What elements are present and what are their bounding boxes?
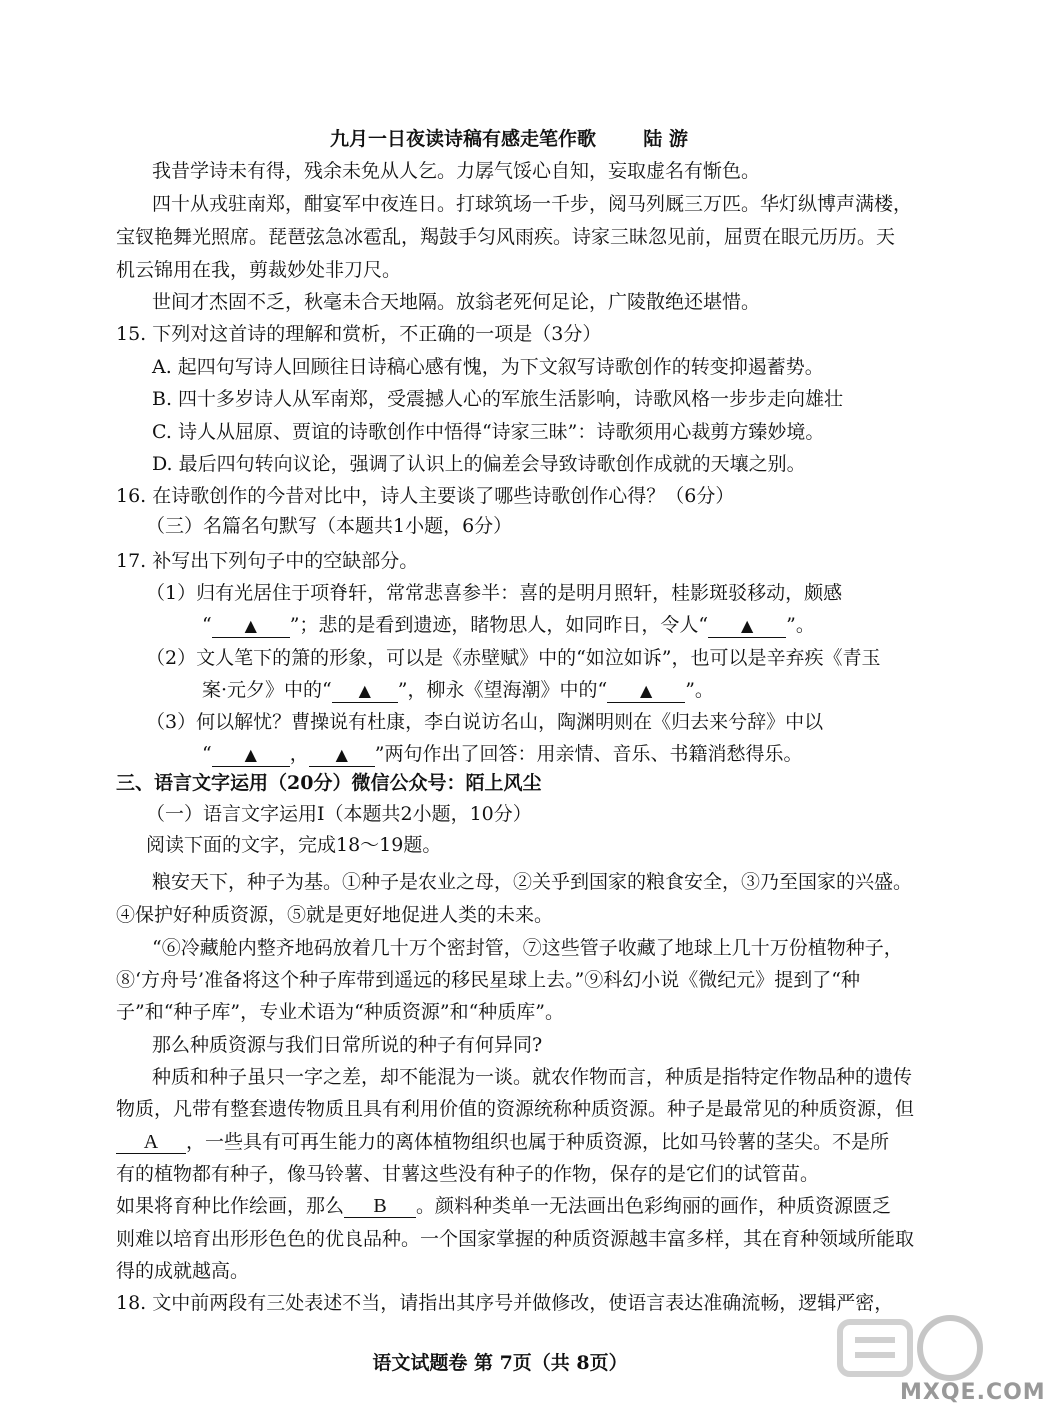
q17-item2-start: 案·元夕》中的“ [202, 679, 332, 701]
blank-a[interactable] [116, 1131, 186, 1154]
blank-marker: ▲ [640, 681, 653, 700]
section-header-mingpian: （三）名篇名句默写（本题共1小题，6分） [146, 515, 513, 537]
passage-line: 子”和“种子库”，专业术语为“种质资源”和“种质库”。 [116, 1001, 564, 1023]
blank-marker: ▲ [244, 745, 257, 764]
option-d: D. 最后四句转向议论，强调了认识上的偏差会导致诗歌创作成就的天壤之别。 [152, 453, 806, 475]
q17-item3-end: ”两句作出了回答：用亲情、音乐、书籍消愁得乐。 [374, 743, 803, 765]
passage-text: 。颜料种类单一无法画出色彩绚丽的画作，种质资源匮乏 [416, 1195, 892, 1217]
poem-title-text: 九月一日夜读诗稿有感走笔作歌 [330, 128, 597, 150]
poem-line: 四十从戎驻南郑，酣宴军中夜连日。打球筑场一千步，阅马列厩三万匹。华灯纵博声满楼， [152, 193, 913, 215]
passage-line: ④保护好种质资源，⑤就是更好地促进人类的未来。 [116, 904, 554, 926]
blank-marker: ▲ [741, 616, 754, 635]
q17-item2-end: ”。 [685, 679, 714, 701]
q17-item2-line2 [202, 677, 714, 703]
answer-blank[interactable] [309, 743, 375, 767]
passage-line: 物质，凡带有整套遗传物质且具有利用价值的资源统称种质资源。种子是最常见的种质资源，但 [116, 1098, 915, 1120]
part3-header: 三、语言文字运用（20分）微信公众号：陌上风尘 [116, 772, 542, 794]
quote-open: “ [202, 743, 212, 765]
reading-instruction: 阅读下面的文字，完成18～19题。 [146, 834, 442, 856]
passage-line [116, 1129, 889, 1155]
answer-blank[interactable] [332, 679, 398, 703]
poem-author: 陆 游 [643, 128, 688, 150]
q17-item1-line2 [202, 612, 815, 638]
passage-line: 那么种质资源与我们日常所说的种子有何异同? [152, 1034, 543, 1056]
answer-blank[interactable] [708, 614, 786, 638]
answer-blank[interactable] [212, 743, 290, 767]
page-footer: 语文试题卷 第 7页（共 8页） [372, 1352, 628, 1374]
option-b: B. 四十多岁诗人从军南郑，受震撼人心的军旅生活影响，诗歌风格一步步走向雄壮 [152, 388, 844, 410]
answer-blank[interactable] [607, 679, 685, 703]
poem-title [330, 126, 688, 152]
q17-item3-line1: （3）何以解忧？曹操说有杜康，李白说访名山，陶渊明则在《归去来兮辞》中以 [146, 711, 824, 733]
question-18: 18. 文中前两段有三处表述不当，请指出其序号并做修改，使语言表达准确流畅，逻辑严密， [116, 1292, 894, 1314]
passage-line: 种质和种子虽只一字之差，却不能混为一谈。就农作物而言，种质是指特定作物品种的遗传 [152, 1066, 913, 1088]
q17-item2-line1: （2）文人笔下的箫的形象，可以是《赤壁赋》中的“如泣如诉”，也可以是辛弃疾《青玉 [146, 647, 881, 669]
q17-item3-line2 [202, 741, 802, 767]
watermark-text: MXQE.COM [900, 1380, 1046, 1405]
blank-marker: ▲ [335, 745, 348, 764]
blank-a-label: A [143, 1131, 159, 1153]
passage-text: 如果将育种比作绘画，那么 [116, 1195, 345, 1217]
poem-line: 机云锦用在我，剪裁妙处非刀尺。 [116, 259, 402, 281]
passage-line: 得的成就越高。 [116, 1260, 250, 1282]
option-a: A. 起四句写诗人回顾往日诗稿心感有愧，为下文叙写诗歌创作的转变抑遏蓄势。 [152, 356, 824, 378]
answer-blank[interactable] [212, 614, 290, 638]
q17-item1-mid: ”；悲的是看到遗迹，睹物思人，如同昨日，令人“ [289, 614, 709, 636]
passage-line: 则难以培育出形形色色的优良品种。一个国家掌握的种质资源越丰富多样，其在育种领域所能取 [116, 1228, 915, 1250]
passage-line: “⑥冷藏舱内整齐地码放着几十万个密封管，⑦这些管子收藏了地球上几十万份植物种子， [152, 937, 903, 959]
blank-marker: ▲ [244, 616, 257, 635]
poem-line: 世间才杰固不乏，秋毫未合天地隔。放翁老死何足论，广陵散绝还堪惜。 [152, 291, 761, 313]
q17-item1-line1: （1）归有光居住于项脊轩，常常悲喜参半：喜的是明月照轩，桂影斑驳移动，颇感 [146, 582, 843, 604]
q17-item1-end: ”。 [786, 614, 815, 636]
question-17-stem: 17. 补写出下列句子中的空缺部分。 [116, 550, 419, 572]
part3-subheader: （一）语言文字运用Ⅰ（本题共2小题，10分） [146, 803, 532, 825]
passage-text: ，一些具有可再生能力的离体植物组织也属于种质资源，比如马铃薯的茎尖。不是所 [186, 1131, 890, 1153]
passage-line: 粮安天下，种子为基。①种子是农业之母，②关乎到国家的粮食安全，③乃至国家的兴盛。 [152, 871, 913, 893]
quote-open: “ [202, 614, 212, 636]
poem-line: 我昔学诗未有得，残余未免从人乞。力孱气馁心自知，妄取虚名有惭色。 [152, 160, 761, 182]
question-15-stem: 15. 下列对这首诗的理解和赏析，不正确的一项是（3分） [116, 323, 602, 345]
comma: ， [289, 743, 309, 765]
passage-line: ⑧‘方舟号’准备将这个种子库带到遥远的移民星球上去。”⑨科幻小说《微纪元》提到了“种 [116, 969, 861, 991]
blank-b[interactable] [344, 1195, 416, 1218]
passage-line [116, 1193, 891, 1219]
blank-b-label: B [373, 1195, 387, 1217]
passage-line: 有的植物都有种子，像马铃薯、甘薯这些没有种子的作物，保存的是它们的试管苗。 [116, 1163, 820, 1185]
q17-item2-mid: ”，柳永《望海潮》中的“ [397, 679, 608, 701]
question-16: 16. 在诗歌创作的今昔对比中，诗人主要谈了哪些诗歌创作心得？（6分） [116, 485, 735, 507]
poem-line: 宝钗艳舞光照席。琵琶弦急冰雹乱，羯鼓手匀风雨疾。诗家三昧忽见前，屈贾在眼元历历。天 [116, 226, 896, 248]
blank-marker: ▲ [358, 681, 371, 700]
option-c: C. 诗人从屈原、贾谊的诗歌创作中悟得“诗家三昧”：诗歌须用心裁剪方臻妙境。 [152, 421, 825, 443]
